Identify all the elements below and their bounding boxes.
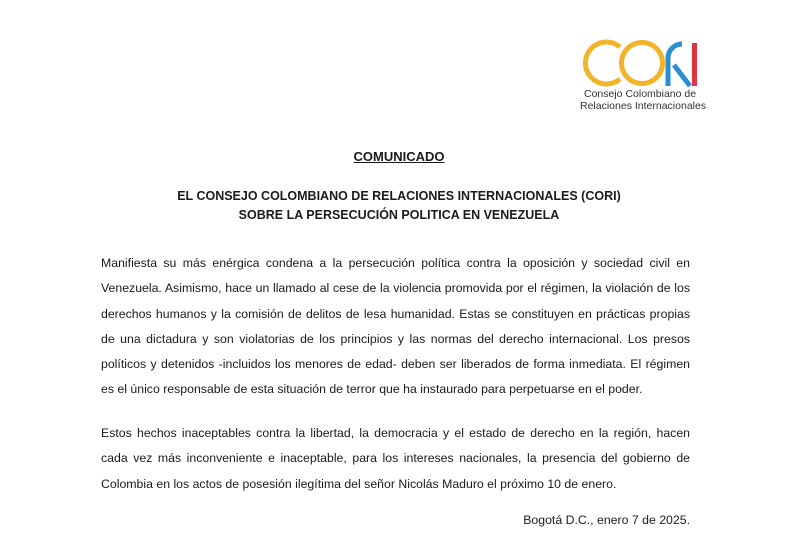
document-subtitle: [0, 187, 798, 225]
cori-logo: [580, 38, 710, 112]
cori-wordmark-icon: [580, 38, 702, 88]
subtitle-line1: EL CONSEJO COLOMBIANO DE RELACIONES INTERNACIONALES (CORI): [177, 189, 621, 203]
document-title: COMUNICADO: [353, 149, 445, 164]
logo-subtitle-line1: Consejo Colombiano de: [584, 88, 697, 100]
signature-date: Bogotá D.C., enero 7 de 2025.: [523, 513, 690, 527]
logo-subtitle-line2: Relaciones Internacionales: [580, 100, 707, 112]
cori-logo-subtitle: [580, 88, 710, 112]
subtitle-line2: SOBRE LA PERSECUCIÓN POLITICA EN VENEZUELA: [238, 208, 560, 222]
paragraph-2: Estos hechos inaceptables contra la libertad, la democracia y el estado de derecho en la región, hacen cada vez más inconveniente e inaceptable, para los intereses nacionales, la presencia del gobierno de Colombia en los actos de posesión ilegítima del señor Nicolás Maduro el próximo 10 de enero.: [101, 426, 690, 491]
paragraph-1: Manifiesta su más enérgica condena a la persecución política contra la oposición y sociedad civil en Venezuela. Asimismo, hace un llamado al cese de la violencia promovida por el régimen, la violación de los derechos humanos y la comisión de delitos de lesa humanidad. Estas se constituyen en prácticas propias de una dictadura y son violatorias de los principios y las normas del derecho internacional. Los presos políticos y detenidos -incluidos los menores de edad- deben ser liberados de forma inmediata. El régimen es el único responsable de esta situación de terror que ha instaurado para perpetuarse en el poder.: [101, 256, 690, 397]
cori-logo-mark: [580, 38, 700, 88]
